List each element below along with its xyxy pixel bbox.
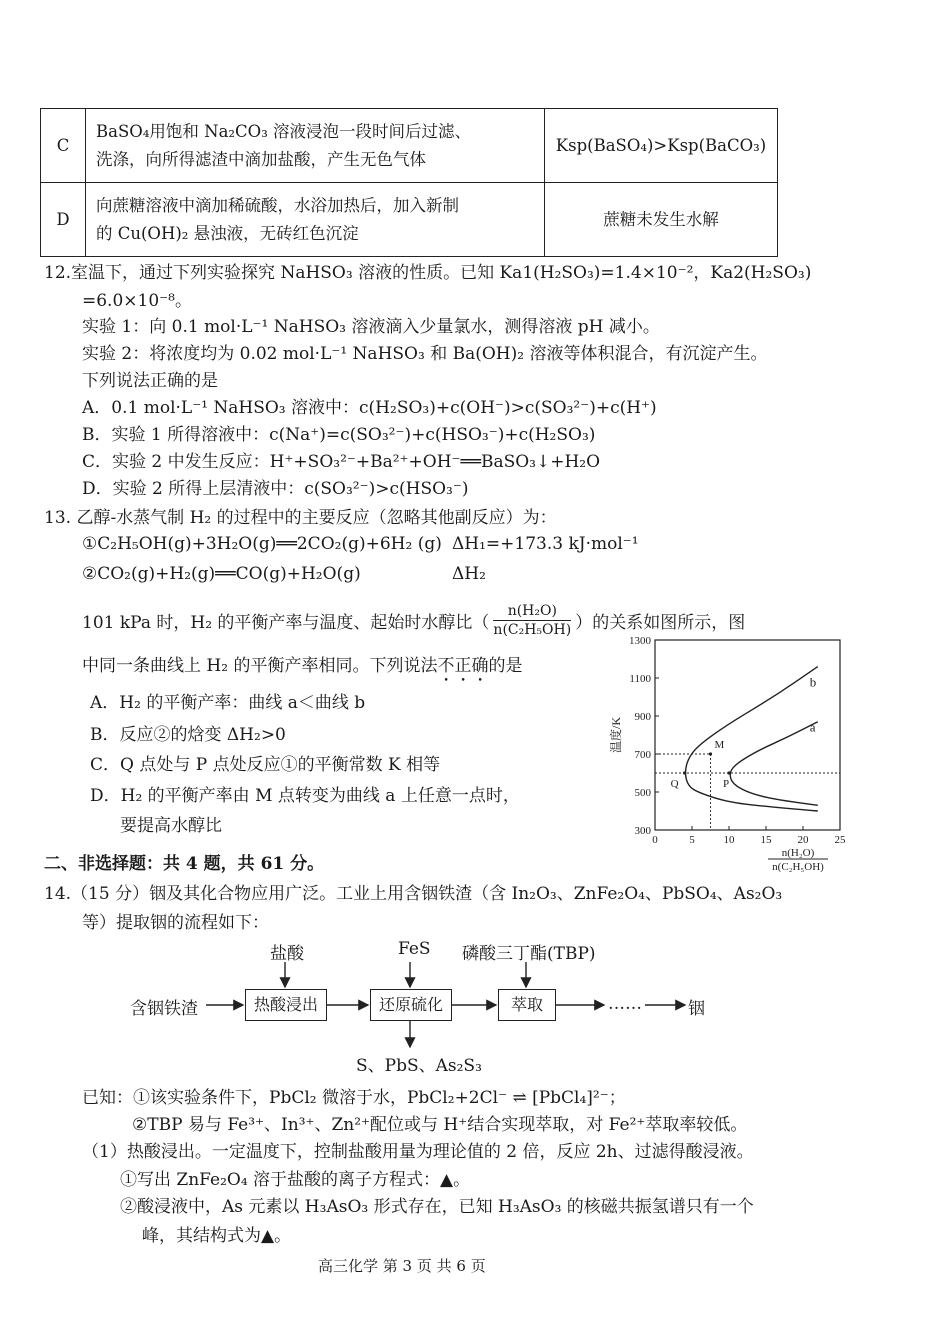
output-residue: S、PbS、As₂S₃ bbox=[356, 1056, 482, 1076]
q12-option-d: D．实验 2 所得上层清液中：c(SO₃²⁻)>c(HSO₃⁻) bbox=[82, 479, 469, 499]
x-tick-label: 0 bbox=[652, 834, 658, 846]
q12-ask: 下列说法正确的是 bbox=[82, 371, 218, 391]
y-tick-label: 500 bbox=[634, 787, 651, 799]
q12-option-b: B．实验 1 所得溶液中：c(Na⁺)=c(SO₃²⁻)+c(HSO₃⁻)+c(H₂SO₃) bbox=[82, 425, 596, 445]
q14-part1: （1）热酸浸出。一定温度下，控制盐酸用量为理论值的 2 倍，反应 2h、过滤得酸浸液。 bbox=[82, 1142, 754, 1162]
q12-option-a: A．0.1 mol·L⁻¹ NaHSO₃ 溶液中：c(H₂SO₃)+c(OH⁻)>c(SO₃²⁻)+c(H⁺) bbox=[82, 398, 657, 418]
point-label-Q: Q bbox=[670, 778, 679, 790]
q13-option-c: C．Q 点处与 P 点处反应①的平衡常数 K 相等 bbox=[90, 755, 441, 775]
flow-arrows bbox=[120, 935, 760, 1075]
procedure-line: 的 Cu(OH)₂ 悬浊液，无砖红色沉淀 bbox=[96, 223, 359, 243]
q13-text2 bbox=[82, 651, 522, 686]
q12-exp1: 实验 1：向 0.1 mol·L⁻¹ NaHSO₃ 溶液滴入少量氯水，测得溶液 pH 减小。 bbox=[82, 317, 660, 337]
curve-b bbox=[686, 667, 818, 811]
q13-option-d-cont: 要提高水醇比 bbox=[120, 816, 222, 836]
y-tick-label: 700 bbox=[634, 749, 651, 761]
x-axis-label-denominator: n(C₂H₅OH) bbox=[772, 861, 824, 873]
ratio-numerator: n(H₂O) bbox=[493, 602, 571, 621]
q12-stem-line2: =6.0×10⁻⁸。 bbox=[82, 291, 192, 311]
q14-known2: ②TBP 易与 Fe³⁺、In³⁺、Zn²⁺配位或与 H⁺结合实现萃取，对 Fe²⁺萃取率较低。 bbox=[132, 1115, 748, 1135]
procedure-cell bbox=[86, 109, 545, 183]
point-Q bbox=[683, 771, 686, 774]
point-label-P: P bbox=[723, 778, 730, 790]
option-label: D bbox=[41, 183, 86, 257]
q13-dh1: ΔH₁=+173.3 kJ·mol⁻¹ bbox=[452, 534, 639, 554]
point-label-M: M bbox=[714, 739, 725, 751]
q13-reaction2: ②CO₂(g)+H₂(g)══CO(g)+H₂O(g) bbox=[82, 564, 361, 584]
q13-option-d: D．H₂ 的平衡产率由 M 点转变为曲线 a 上任意一点时， bbox=[90, 786, 520, 806]
q13-text2-b: 的是 bbox=[488, 656, 523, 676]
q14-known1: 已知：①该实验条件下，PbCl₂ 微溶于水，PbCl₂+2Cl⁻ ⇌ [PbCl₄]²⁻； bbox=[82, 1088, 626, 1108]
q12-option-c: C．实验 2 中发生反应：H⁺+SO₃²⁻+Ba²⁺+OH⁻══BaSO₃↓+H₂O bbox=[82, 452, 601, 472]
point-P bbox=[727, 771, 730, 774]
plot-frame bbox=[655, 640, 840, 830]
procedure-cell bbox=[86, 183, 545, 257]
curve-label-b: b bbox=[809, 674, 817, 690]
q13-text2-a: 中同一条曲线上 H₂ 的平衡产率相同。下列说法 bbox=[82, 656, 438, 676]
procedure-line: 洗涤，向所得滤渣中滴加盐酸，产生无色气体 bbox=[96, 149, 426, 169]
page-footer: 高三化学 第 3 页 共 6 页 bbox=[318, 1257, 486, 1275]
y-tick-label: 1100 bbox=[629, 673, 651, 685]
ratio-denominator: n(C₂H₅OH) bbox=[493, 621, 572, 638]
x-tick-label: 5 bbox=[689, 834, 695, 846]
y-tick-label: 1300 bbox=[629, 635, 651, 647]
options-table bbox=[40, 108, 778, 257]
q13-option-b: B．反应②的焓变 ΔH₂>0 bbox=[90, 725, 286, 745]
y-tick-label: 900 bbox=[634, 711, 651, 723]
q14-stem-line2: 等）提取铟的流程如下： bbox=[82, 913, 269, 933]
section-2-heading: 二、非选择题：共 4 题，共 61 分。 bbox=[44, 854, 325, 874]
q13-reaction1: ①C₂H₅OH(g)+3H₂O(g)══2CO₂(g)+6H₂ (g) bbox=[82, 534, 442, 554]
q14-part1-2b: 峰，其结构式为▲。 bbox=[142, 1226, 292, 1246]
start-material: 含铟铁渣 bbox=[130, 999, 198, 1019]
x-axis-label-numerator: n(H₂O) bbox=[781, 847, 815, 859]
ratio-fraction bbox=[493, 602, 571, 639]
curve-label-a: a bbox=[809, 719, 816, 735]
point-M bbox=[709, 752, 712, 755]
curve-a bbox=[730, 719, 818, 806]
conclusion-cell: Ksp(BaSO₄)>Ksp(BaCO₃) bbox=[545, 109, 778, 183]
x-tick-label: 10 bbox=[723, 834, 735, 846]
step-reduction-sulfidation: 还原硫化 bbox=[370, 989, 452, 1021]
x-tick-label: 15 bbox=[760, 834, 772, 846]
option-label: C bbox=[41, 109, 86, 183]
q13-text1-a: 101 kPa 时，H₂ 的平衡产率与温度、起始时水醇比（ bbox=[82, 612, 490, 633]
step-extraction: 萃取 bbox=[498, 989, 556, 1021]
q13-text1-b: ）的关系如图所示，图 bbox=[575, 612, 746, 633]
input-hcl: 盐酸 bbox=[270, 944, 304, 964]
q14-stem-line1: 14.（15 分）铟及其化合物应用广泛。工业上用含铟铁渣（含 In₂O₃、ZnFe₂O₄、PbSO₄、As₂O₃ bbox=[44, 884, 783, 904]
q12-exp2: 实验 2：将浓度均为 0.02 mol·L⁻¹ NaHSO₃ 和 Ba(OH)₂ 溶液等体积混合，有沉淀产生。 bbox=[82, 344, 768, 364]
procedure-line: 向蔗糖溶液中滴加稀硫酸，水浴加热后，加入新制 bbox=[96, 195, 459, 215]
x-tick-label: 20 bbox=[797, 834, 809, 846]
y-axis-label: 温度/K bbox=[609, 716, 623, 754]
q13-dh2: ΔH₂ bbox=[452, 564, 486, 584]
step-hot-acid-leach: 热酸浸出 bbox=[245, 989, 327, 1021]
input-fes: FeS bbox=[398, 939, 431, 959]
q12-stem-line1: 12.室温下，通过下列实验探究 NaHSO₃ 溶液的性质。已知 Ka1(H₂SO₃)=1.4×10⁻²，Ka2(H₂SO₃) bbox=[44, 263, 812, 283]
conclusion-cell: 蔗糖未发生水解 bbox=[545, 183, 778, 257]
procedure-line: BaSO₄用饱和 Na₂CO₃ 溶液浸泡一段时间后过滤、 bbox=[96, 121, 472, 141]
process-flow bbox=[120, 935, 760, 1075]
input-tbp: 磷酸三丁酯(TBP) bbox=[462, 944, 596, 964]
q13-text2-emph: 不正确 bbox=[437, 656, 489, 676]
temperature-ratio-chart bbox=[600, 630, 850, 875]
q13-stem: 13. 乙醇-水蒸气制 H₂ 的过程中的主要反应（忽略其他副反应）为： bbox=[44, 508, 557, 528]
y-tick-label: 300 bbox=[634, 825, 651, 837]
end-product: 铟 bbox=[688, 999, 705, 1019]
q13-option-a: A．H₂ 的平衡产率：曲线 a＜曲线 b bbox=[90, 693, 366, 713]
x-tick-label: 25 bbox=[834, 834, 846, 846]
flow-dots: …… bbox=[608, 994, 642, 1014]
q14-part1-1: ①写出 ZnFe₂O₄ 溶于盐酸的离子方程式：▲。 bbox=[120, 1170, 471, 1190]
q14-part1-2: ②酸浸液中，As 元素以 H₃AsO₃ 形式存在，已知 H₃AsO₃ 的核磁共振氢谱只有一个 bbox=[120, 1197, 754, 1217]
